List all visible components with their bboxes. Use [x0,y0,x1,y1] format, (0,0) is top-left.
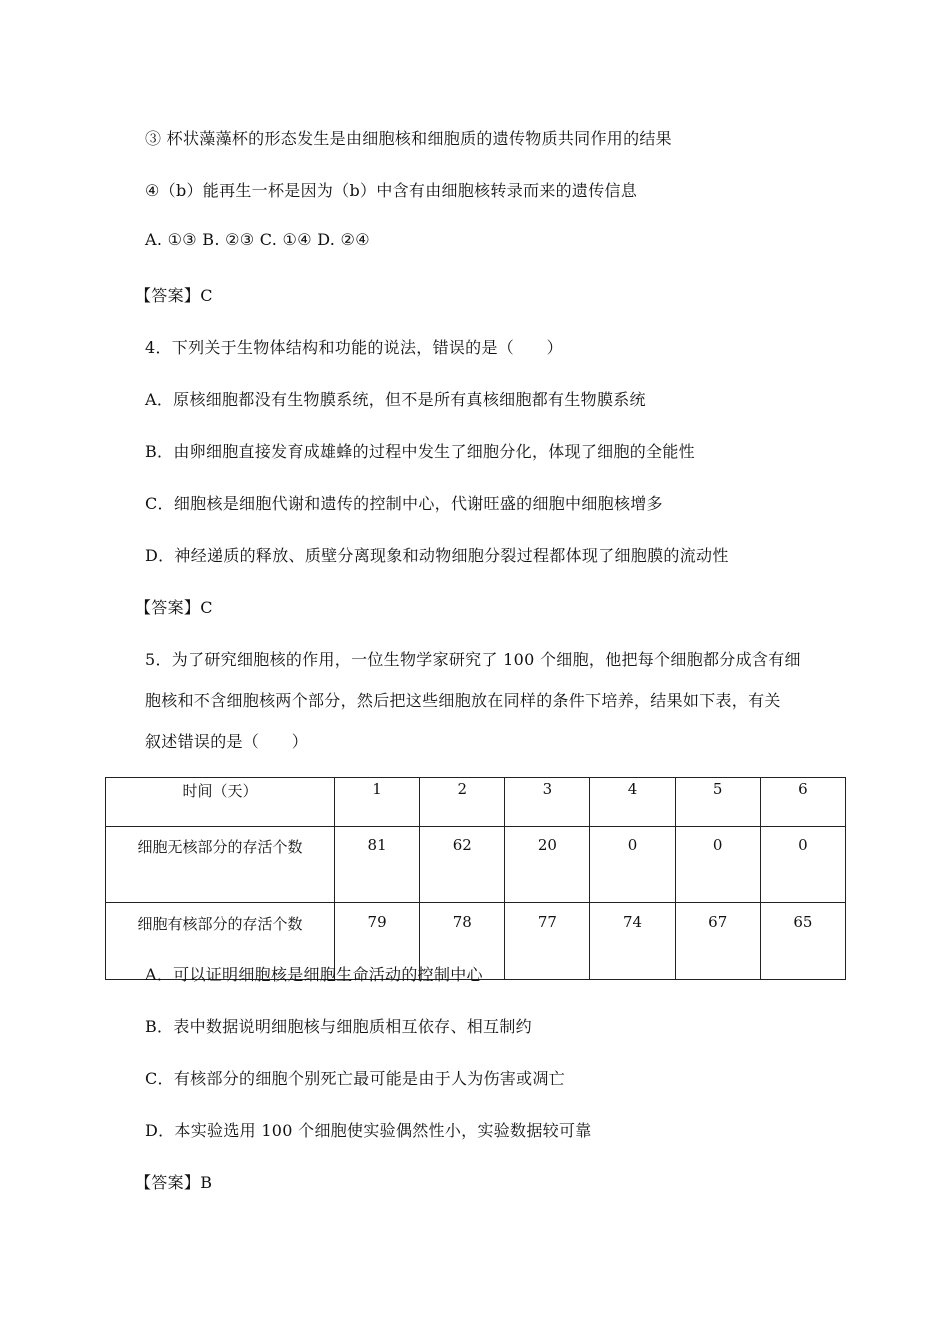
q5-stem-line-1: 5．为了研究细胞核的作用，一位生物学家研究了 100 个细胞，他把每个细胞都分成含有细 [145,650,801,669]
q4-option-d: D．神经递质的释放、质壁分离现象和动物细胞分裂过程都体现了细胞膜的流动性 [145,546,729,565]
q4-option-c: C．细胞核是细胞代谢和遗传的控制中心，代谢旺盛的细胞中细胞核增多 [145,494,663,513]
table-cell: 0 [590,827,675,903]
table-header-row [106,778,846,827]
q3-answer: 【答案】C [135,286,213,305]
q5-stem-line-2: 胞核和不含细胞核两个部分，然后把这些细胞放在同样的条件下培养，结果如下表，有关 [145,691,781,710]
table-row-no-nucleus [106,827,846,903]
q5-option-b: B．表中数据说明细胞核与细胞质相互依存、相互制约 [145,1017,532,1036]
row-label: 细胞无核部分的存活个数 [106,827,335,903]
q4-option-a: A．原核细胞都没有生物膜系统，但不是所有真核细胞都有生物膜系统 [145,390,646,409]
statement-3: ③ 杯状藻藻杯的形态发生是由细胞核和细胞质的遗传物质共同作用的结果 [145,129,672,148]
table-cell: 79 [335,903,420,980]
q5-option-d: D．本实验选用 100 个细胞使实验偶然性小，实验数据较可靠 [145,1121,592,1140]
table-cell: 0 [760,827,845,903]
table-cell: 74 [590,903,675,980]
header-day: 1 [335,778,420,827]
q3-options: A. ①③ B. ②③ C. ①④ D. ②④ [145,230,370,249]
statement-4: ④（b）能再生一杯是因为（b）中含有由细胞核转录而来的遗传信息 [145,181,638,200]
table-cell: 20 [505,827,590,903]
q5-option-c: C．有核部分的细胞个别死亡最可能是由于人为伤害或凋亡 [145,1069,566,1088]
q5-option-a: A．可以证明细胞核是细胞生命活动的控制中心 [145,965,483,984]
header-day: 6 [760,778,845,827]
table-cell: 62 [420,827,505,903]
row-label: 细胞有核部分的存活个数 [106,903,335,980]
header-day: 5 [675,778,760,827]
header-day: 4 [590,778,675,827]
table-cell: 0 [675,827,760,903]
table-cell: 77 [505,903,590,980]
q5-answer: 【答案】B [135,1173,213,1192]
results-table [105,777,846,980]
q5-stem-line-3: 叙述错误的是（ ） [145,732,309,751]
q4-option-b: B．由卵细胞直接发育成雄蜂的过程中发生了细胞分化，体现了细胞的全能性 [145,442,695,461]
q4-answer: 【答案】C [135,598,213,617]
header-day: 2 [420,778,505,827]
table-cell: 81 [335,827,420,903]
table-cell: 67 [675,903,760,980]
header-day: 3 [505,778,590,827]
header-time: 时间（天） [106,778,335,827]
q4-stem: 4．下列关于生物体结构和功能的说法，错误的是（ ） [145,338,563,357]
table-cell: 78 [420,903,505,980]
table-cell: 65 [760,903,845,980]
